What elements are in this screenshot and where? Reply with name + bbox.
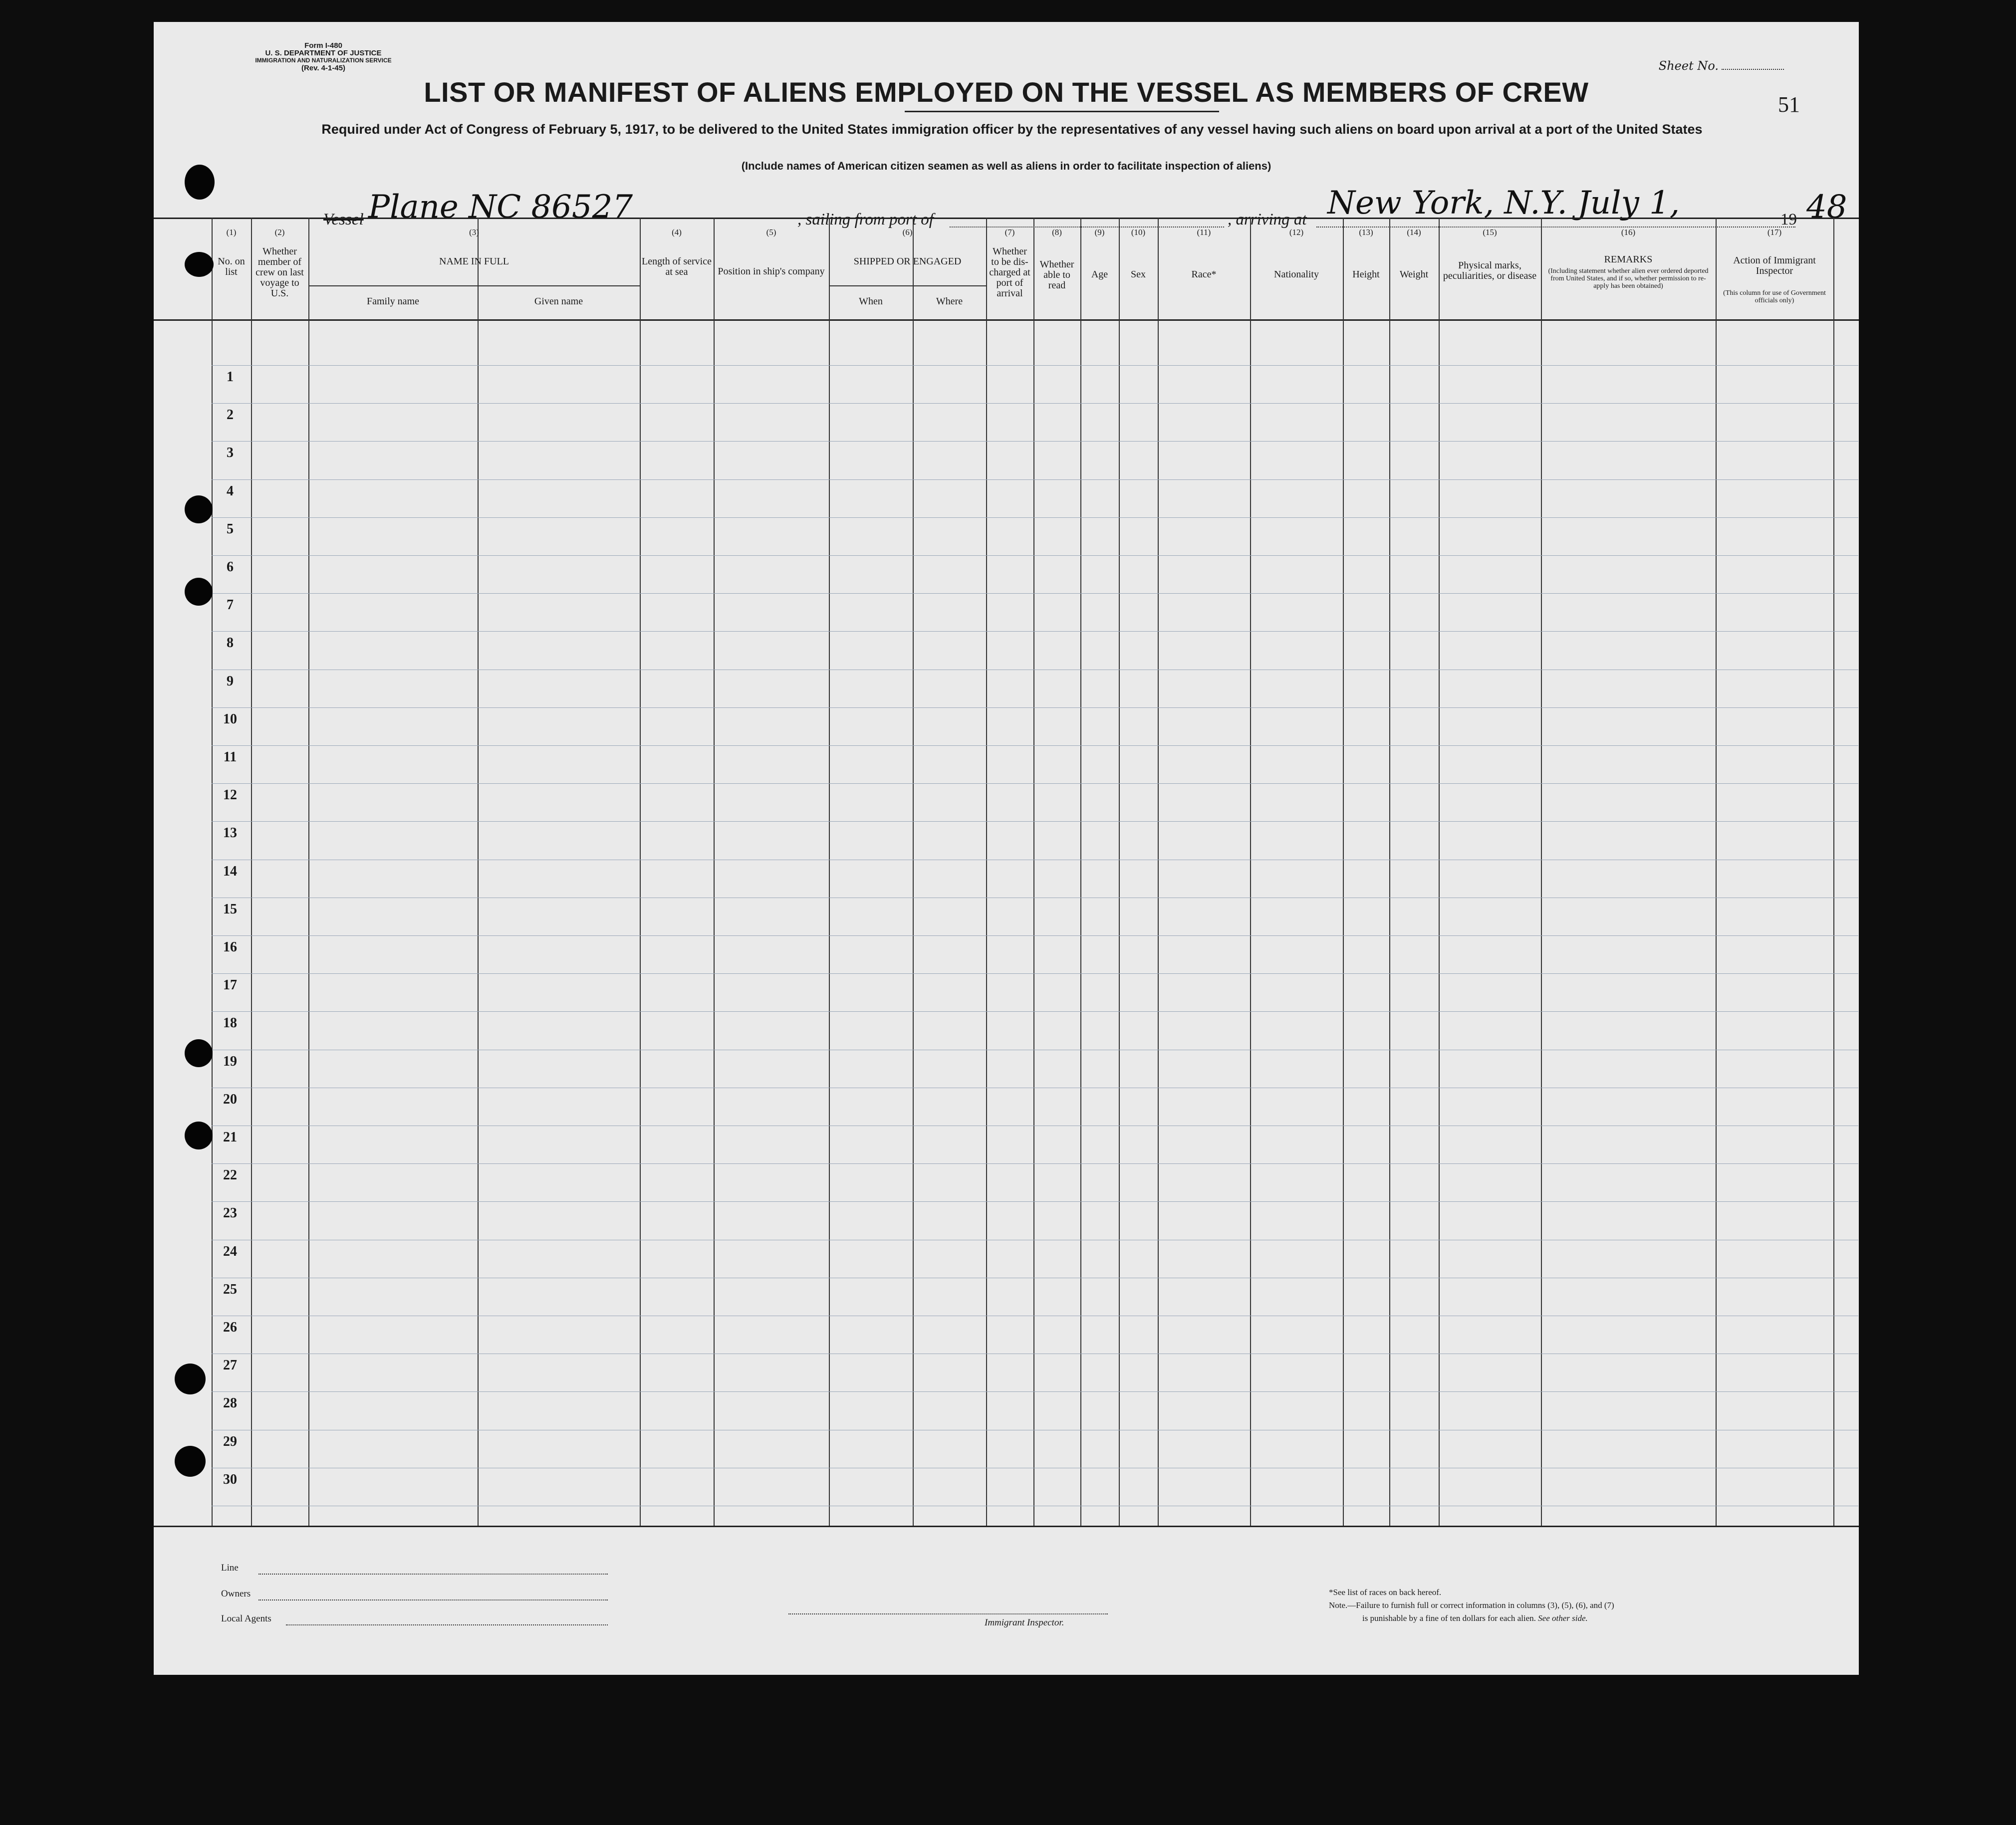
ruled-line <box>212 441 1858 442</box>
column-divider <box>478 218 479 1526</box>
document-title: LIST OR MANIFEST OF ALIENS EMPLOYED ON THE VESSEL AS MEMBERS OF CREW <box>424 76 1589 108</box>
row-number: 7 <box>227 597 234 613</box>
ruled-line <box>212 479 1858 480</box>
column-number-9: (9) <box>1094 228 1105 237</box>
form-number: Form I-480 <box>304 41 342 50</box>
column-number-16: (16) <box>1621 228 1636 237</box>
column-number-17: (17) <box>1767 228 1782 237</box>
column-header-7: Whether to be dis-charged at port of arrival <box>989 246 1030 299</box>
department-name: U. S. DEPARTMENT OF JUSTICE <box>265 49 382 57</box>
penalty-note-line2: is punishable by a fine of ten dollars for each alien. <box>1362 1613 1536 1623</box>
column-divider <box>1033 218 1034 1526</box>
row-number: 20 <box>223 1091 237 1107</box>
row-number: 19 <box>223 1053 237 1069</box>
penalty-note: Note.—Failure to furnish full or correct information in columns (3), (5), (6), and (7) <box>1329 1600 1614 1610</box>
column-number-3: (3) <box>469 228 479 237</box>
title-underline <box>905 111 1219 112</box>
column-number-15: (15) <box>1483 228 1497 237</box>
column-divider <box>829 218 830 1526</box>
column-number-10: (10) <box>1131 228 1146 237</box>
row-number: 13 <box>223 825 237 841</box>
row-number: 16 <box>223 939 237 955</box>
table-top-border <box>154 218 1859 219</box>
ruled-line <box>212 745 1858 746</box>
punch-hole <box>185 252 214 277</box>
column-divider <box>1389 218 1390 1526</box>
row-number: 14 <box>223 863 237 879</box>
ruled-line <box>212 1163 1858 1164</box>
see-other-side: See other side. <box>1538 1613 1588 1623</box>
column-header-13: Height <box>1352 269 1380 280</box>
footer-agents-label: Local Agents <box>221 1613 271 1624</box>
column-divider <box>1343 218 1344 1526</box>
ruled-line <box>212 631 1858 632</box>
footer-agents-field <box>221 1613 271 1624</box>
column-header-5: Position in ship's company <box>718 266 825 277</box>
row-number: 2 <box>227 407 234 423</box>
column-divider <box>1439 218 1440 1526</box>
row-number: 29 <box>223 1433 237 1449</box>
footer-line-field <box>221 1563 239 1574</box>
row-number: 23 <box>223 1205 237 1221</box>
sailing-from-label: , sailing from port of <box>797 211 934 228</box>
sheet-number-label: Sheet No. <box>1658 59 1719 73</box>
column-divider <box>913 218 914 1526</box>
year-value: 48 <box>1806 189 1847 226</box>
year-prefix: 19 <box>1780 211 1797 228</box>
table-bottom-border <box>154 1526 1859 1527</box>
column-subheader-6-2: Where <box>936 296 963 307</box>
service-name: IMMIGRATION AND NATURALIZATION SERVICE <box>255 57 392 64</box>
subheader-divider <box>829 285 986 286</box>
column-divider <box>308 218 309 1526</box>
column-header-12: Nationality <box>1274 269 1319 280</box>
row-number: 27 <box>223 1358 237 1373</box>
column-number-14: (14) <box>1407 228 1421 237</box>
row-number: 12 <box>223 787 237 803</box>
footer-owners-label: Owners <box>221 1589 251 1599</box>
column-note-17: (This column for use of Government officials only) <box>1723 289 1826 304</box>
column-number-12: (12) <box>1289 228 1304 237</box>
column-number-13: (13) <box>1359 228 1373 237</box>
column-divider <box>640 218 641 1526</box>
column-number-6: (6) <box>902 228 913 237</box>
column-subheader-3-2: Given name <box>534 296 583 307</box>
column-subheader-6-1: When <box>859 296 883 307</box>
ruled-line <box>212 783 1858 784</box>
ruled-line <box>212 707 1858 708</box>
column-header-3: NAME IN FULL <box>439 256 509 267</box>
column-divider <box>1158 218 1159 1526</box>
row-number: 15 <box>223 901 237 917</box>
ruled-line <box>212 1391 1858 1392</box>
column-number-2: (2) <box>274 228 285 237</box>
row-number: 8 <box>227 635 234 651</box>
row-number: 21 <box>223 1130 237 1145</box>
punch-hole <box>185 1122 213 1149</box>
punch-hole <box>175 1364 206 1394</box>
row-number: 24 <box>223 1243 237 1259</box>
row-number: 9 <box>227 673 234 689</box>
punch-hole <box>185 165 215 200</box>
column-divider <box>1080 218 1081 1526</box>
arriving-at-label: , arriving at <box>1228 211 1307 228</box>
column-divider <box>1541 218 1542 1526</box>
row-number: 6 <box>227 559 234 575</box>
row-number: 28 <box>223 1395 237 1411</box>
row-number: 10 <box>223 711 237 727</box>
ruled-line <box>212 1011 1858 1012</box>
column-header-6: SHIPPED OR ENGAGED <box>853 256 962 267</box>
column-number-11: (11) <box>1197 228 1211 237</box>
row-number: 4 <box>227 483 234 499</box>
immigrant-inspector-label: Immigrant Inspector. <box>985 1617 1064 1628</box>
row-number: 1 <box>227 369 234 385</box>
column-header-9: Age <box>1091 269 1108 280</box>
column-header-17: Action of Immigrant Inspector <box>1733 255 1816 276</box>
row-number: 25 <box>223 1281 237 1297</box>
column-header-14: Weight <box>1399 269 1429 280</box>
row-number: 22 <box>223 1167 237 1183</box>
vessel-line <box>323 185 1847 231</box>
ruled-line <box>212 365 1858 366</box>
column-number-5: (5) <box>766 228 776 237</box>
punch-hole <box>175 1446 206 1477</box>
vessel-label: Vessel <box>323 211 364 228</box>
row-number: 3 <box>227 445 234 461</box>
inspector-signature-line <box>788 1613 1108 1614</box>
ruled-line <box>212 555 1858 556</box>
footer-line-label: Line <box>221 1563 239 1573</box>
column-number-8: (8) <box>1052 228 1062 237</box>
punch-hole <box>185 578 213 606</box>
page-number: 51 <box>1778 92 1800 117</box>
row-number: 18 <box>223 1015 237 1031</box>
column-divider <box>1119 218 1120 1526</box>
column-header-4: Length of service at sea <box>642 256 712 277</box>
punch-hole <box>185 1039 213 1067</box>
penalty-note-continued <box>1362 1613 1588 1623</box>
column-divider <box>1833 218 1834 1526</box>
column-subheader-3-1: Family name <box>367 296 419 307</box>
manifest-sheet <box>154 22 1859 1675</box>
column-number-7: (7) <box>1005 228 1015 237</box>
column-header-11: Race* <box>1191 269 1217 280</box>
column-header-16: REMARKS <box>1604 254 1653 265</box>
column-header-15: Physical marks, peculiarities, or disease <box>1443 260 1537 281</box>
row-number: 5 <box>227 521 234 537</box>
vessel-value: Plane NC 86527 <box>368 189 633 226</box>
column-header-8: Whether able to read <box>1039 259 1074 291</box>
column-number-4: (4) <box>672 228 682 237</box>
ruled-line <box>212 403 1858 404</box>
ruled-line <box>212 1201 1858 1202</box>
row-number: 30 <box>223 1471 237 1487</box>
column-header-10: Sex <box>1131 269 1146 280</box>
ruled-line <box>212 935 1858 936</box>
column-number-1: (1) <box>226 228 237 237</box>
ruled-line <box>212 973 1858 974</box>
requirement-statement: Required under Act of Congress of February 5, 1917, to be delivered to the United States immigration officer by the representatives of any vessel having such aliens on board upon arrival at a port of the United States <box>321 122 1703 137</box>
subheader-divider <box>308 285 640 286</box>
ruled-line <box>212 821 1858 822</box>
ruled-line <box>212 593 1858 594</box>
punch-hole <box>185 495 213 523</box>
column-header-1: No. on list <box>218 256 245 277</box>
column-note-16: (Including statement whether alien ever ordered deported from United States, and if so, whether permission to re-apply has been obtained) <box>1548 267 1709 290</box>
races-note: *See list of races on back hereof. <box>1329 1588 1442 1597</box>
arriving-at-value: New York, N.Y. July 1, <box>1327 185 1680 222</box>
column-divider <box>1716 218 1717 1526</box>
sheet-number-field <box>1659 59 1784 73</box>
column-divider <box>1250 218 1251 1526</box>
footer-owners-field <box>221 1589 251 1599</box>
column-divider <box>986 218 987 1526</box>
ruled-line <box>212 517 1858 518</box>
form-revision: (Rev. 4-1-45) <box>301 64 346 72</box>
table-header-bottom <box>154 319 1859 321</box>
row-number: 17 <box>223 977 237 993</box>
column-divider <box>714 218 715 1526</box>
form-identifier <box>219 42 428 72</box>
column-header-2: Whether member of crew on last voyage to U.S. <box>255 246 304 299</box>
row-number: 26 <box>223 1320 237 1335</box>
include-note: (Include names of American citizen seamen as well as aliens in order to facilitate inspection of aliens) <box>741 160 1271 172</box>
row-number: 11 <box>223 749 237 765</box>
